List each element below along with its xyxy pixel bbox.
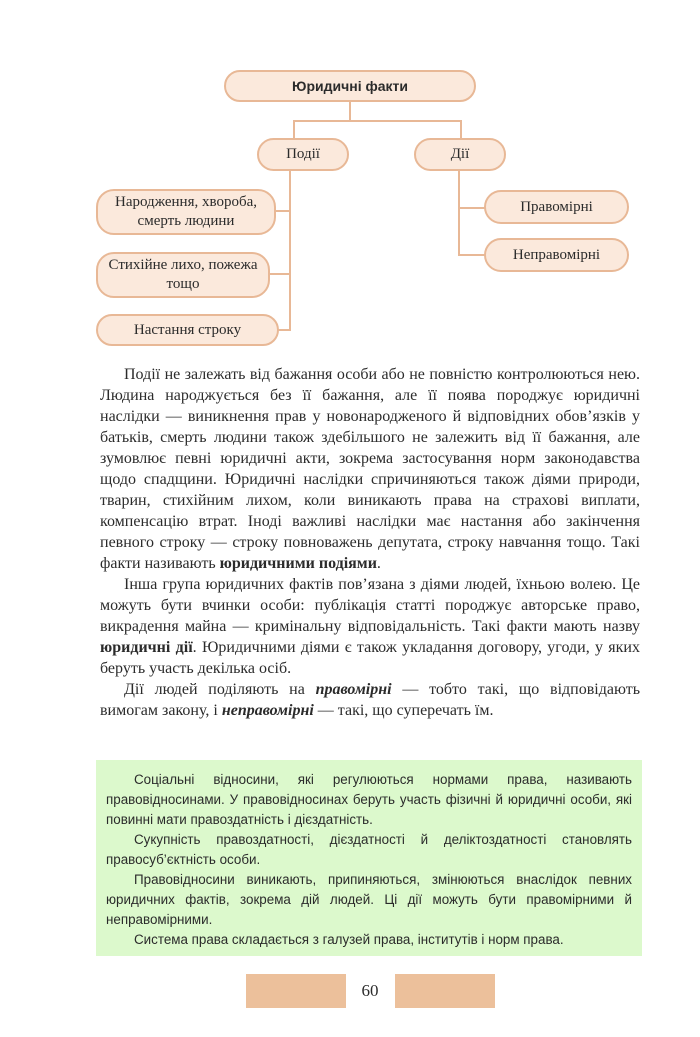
connector-line: [458, 254, 486, 256]
event-birth-illness-death: Народження, хвороба, смерть людини: [96, 189, 276, 235]
summary-paragraph: Соціальні відносини, які регулюються нормами права, називають правовідносинами. У правовідносинах беруть участь фізичні й юридичні особи, які повинні мати правоздатність і дієздатність.: [106, 772, 632, 827]
paragraph: Інша група юридичних фактів пов’язана з діями людей, їхньою волею. Це можуть бути вчинки особи: публікація статті породжує авторське право, викрадення майна — кримінальну відповідальність. Такі факти мають назву юридичні дії. Юридичними діями є також укладання договору, угоди, у яких беруть участь декілька осіб.: [100, 576, 640, 677]
event-disaster-fire: Стихійне лихо, пожежа тощо: [96, 252, 270, 298]
term-legal-actions: юридичні дії: [100, 639, 193, 656]
legal-facts-diagram: [0, 0, 700, 360]
diagram-title: Юридичні факти: [224, 70, 476, 102]
footer-bar-left: [246, 974, 346, 1008]
connector-line: [458, 207, 486, 209]
connector-line: [458, 170, 460, 255]
footer-bar-right: [395, 974, 495, 1008]
action-unlawful: Неправомірні: [484, 238, 629, 272]
summary-box: [96, 760, 642, 956]
connector-line: [289, 170, 291, 331]
connector-line: [293, 120, 295, 140]
term-unlawful: неправомірні: [221, 702, 314, 719]
connector-line: [293, 120, 462, 122]
action-lawful: Правомірні: [484, 190, 629, 224]
summary-paragraph: Сукупність правоздатності, дієздатності й деліктоздатності становлять правосуб’єктність особи.: [106, 832, 632, 867]
connector-line: [268, 273, 290, 275]
connector-line: [460, 120, 462, 140]
page-number: 60: [361, 981, 379, 1000]
connector-line: [349, 101, 351, 121]
term-legal-events: юридичними подіями: [219, 555, 377, 572]
branch-events: Події: [257, 138, 349, 171]
branch-actions: Дії: [414, 138, 506, 171]
paragraph: Дії людей поділяють на правомірні — тобто такі, що відповідають вимогам закону, і неправомірні — такі, що суперечать їм.: [100, 681, 640, 719]
body-text: [100, 364, 640, 721]
connector-line: [274, 210, 290, 212]
event-deadline: Настання строку: [96, 314, 279, 346]
summary-paragraph: Правовідносини виникають, припиняються, змінюються внаслідок певних юридичних фактів, зокрема дій людей. Ці дії можуть бути правомірними й неправомірними.: [106, 872, 632, 927]
term-lawful: правомірні: [315, 681, 392, 698]
summary-paragraph: Система права складається з галузей права, інститутів і норм права.: [134, 932, 564, 947]
paragraph: Події не залежать від бажання особи або не повністю контролюються нею. Людина народжується без її бажання, але її поява породжує юридичні наслідки — виникнення прав у новонародженого й відповідних обов’язків у батьків, смерть людини також здебільшого не залежить від її бажання, але зумовлює певні юридичні акти, зокрема застосування норм законодавства щодо спадщини. Юридичні наслідки спричиняються також діями природи, тварин, стихійним лихом, коли виникають права на страхові виплати, компенсацію втрат. Іноді важливі наслідки має настання або закінчення певного строку — строку повноважень депутата, строку навчання тощо. Такі факти називають юридичними подіями.: [100, 366, 640, 572]
